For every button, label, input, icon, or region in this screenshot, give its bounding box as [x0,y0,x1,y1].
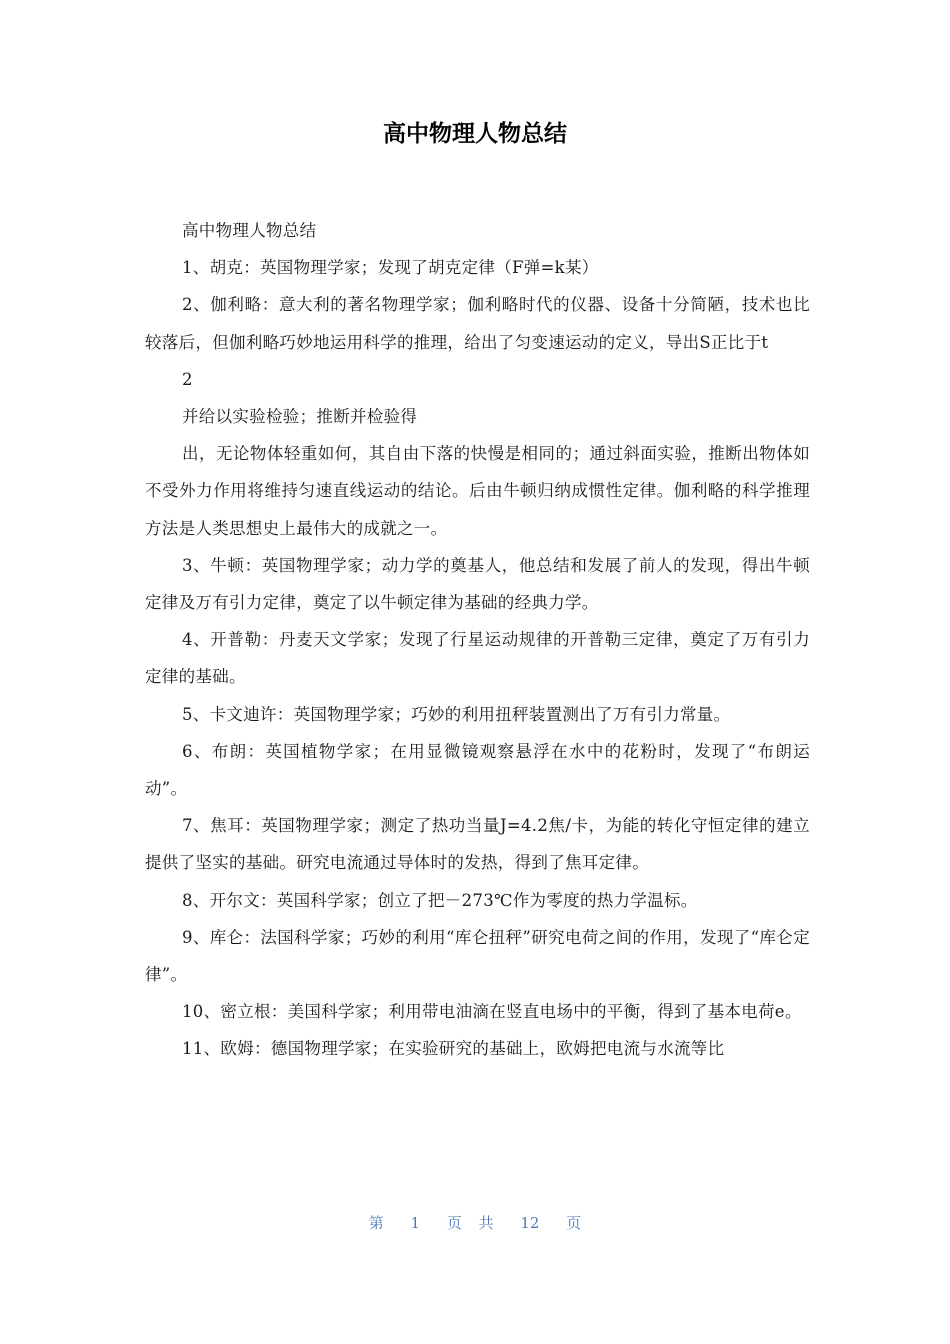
document-title: 高中物理人物总结 [383,121,567,147]
paragraph: 6、布朗：英国植物学家；在用显微镜观察悬浮在水中的花粉时，发现了“布朗运动”。 [145,741,810,799]
paragraph: 3、牛顿：英国物理学家；动力学的奠基人，他总结和发展了前人的发现，得出牛顿定律及万有引力定律，奠定了以牛顿定律为基础的经典力学。 [145,555,810,613]
paragraph: 8、开尔文：英国科学家；创立了把－273℃作为零度的热力学温标。 [182,890,698,910]
paragraph: 5、卡文迪许：英国物理学家；巧妙的利用扭秤装置测出了万有引力常量。 [182,704,731,724]
paragraph: 1、胡克：英国物理学家；发现了胡克定律（F弹=k某） [182,258,599,278]
paragraph: 并给以实验检验；推断并检验得 [182,407,418,427]
paragraph: 2 [182,369,193,389]
page-prefix: 第 [368,1214,384,1232]
page-mid: 页 共 [446,1214,494,1232]
paragraph: 7、焦耳：英国物理学家；测定了热功当量J=4.2焦/卡，为能的转化守恒定律的建立提供了坚实的基础。研究电流通过导体时的发热，得到了焦耳定律。 [145,816,810,873]
page-suffix: 页 [566,1214,582,1232]
paragraph: 10、密立根：美国科学家；利用带电油滴在竖直电场中的平衡，得到了基本电荷e。 [182,1002,802,1022]
paragraph: 高中物理人物总结 [182,221,317,240]
paragraph: 出，无论物体轻重如何，其自由下落的快慢是相同的；通过斜面实验，推断出物体如不受外力作用将维持匀速直线运动的结论。后由牛顿归纳成惯性定律。伽利略的科学推理方法是人类思想史上最伟大的成就之一。 [145,444,810,538]
paragraph: 2、伽利略：意大利的著名物理学家；伽利略时代的仪器、设备十分简陋，技术也比较落后，但伽利略巧妙地运用科学的推理，给出了匀变速运动的定义，导出S正比于t [145,295,810,352]
page-total: 12 [520,1214,540,1232]
paragraph: 9、库仑：法国科学家；巧妙的利用“库仑扭秤”研究电荷之间的作用，发现了“库仑定律”。 [145,927,810,985]
paragraph: 11、欧姆：德国物理学家；在实验研究的基础上，欧姆把电流与水流等比 [182,1039,725,1059]
page-current: 1 [410,1214,421,1232]
paragraph: 4、开普勒：丹麦天文学家；发现了行星运动规律的开普勒三定律，奠定了万有引力定律的基础。 [145,630,810,687]
page-footer [0,1208,950,1238]
document-body [145,212,810,1068]
